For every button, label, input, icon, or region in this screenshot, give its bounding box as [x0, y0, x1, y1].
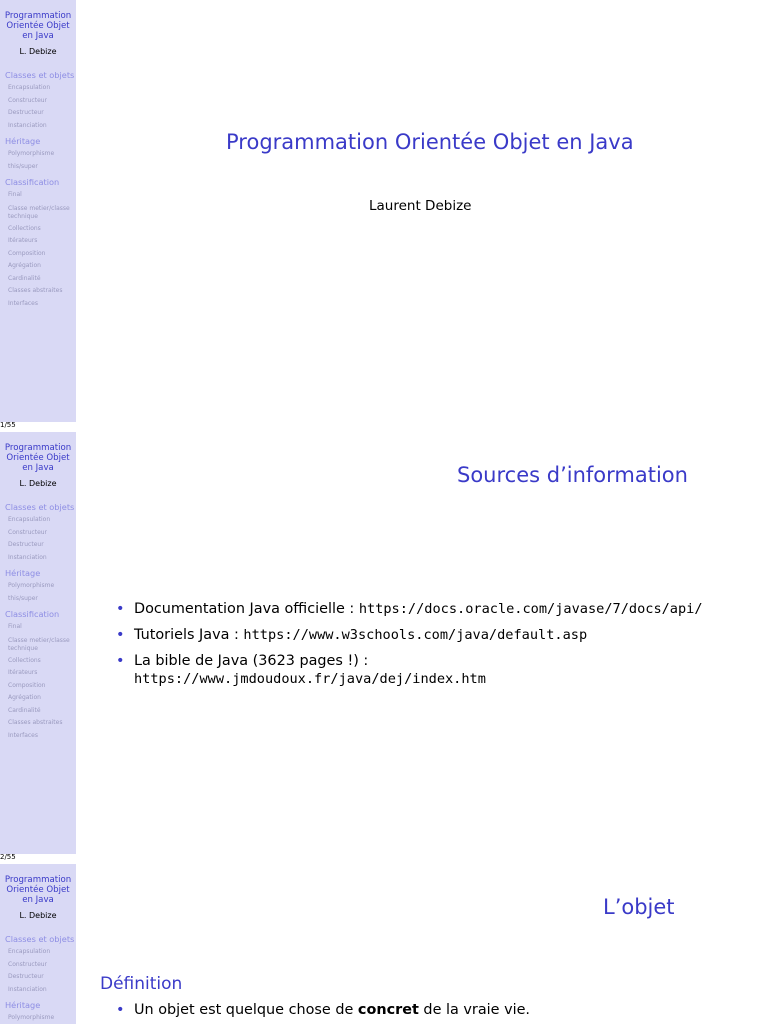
sidebar-section-classification[interactable]: Classification	[5, 177, 60, 187]
sidebar-section-heritage[interactable]: Héritage	[5, 1000, 41, 1010]
sidebar-item-collections[interactable]: Collections	[8, 656, 41, 664]
page-number: 1/55	[0, 421, 16, 429]
url-link[interactable]: https://www.w3schools.com/java/default.asp	[243, 627, 588, 643]
sidebar-item-interfaces[interactable]: Interfaces	[8, 731, 38, 739]
sidebar-item-classes-abstraites[interactable]: Classes abstraites	[8, 719, 63, 726]
sidebar-item-constructeur[interactable]: Constructeur	[8, 96, 48, 104]
sidebar-item-polymorphisme[interactable]: Polymorphisme	[8, 150, 55, 157]
sidebar-item-constructeur[interactable]: Constructeur	[8, 528, 48, 536]
presentation-title: Programmation Orientée Objet en Java	[226, 130, 634, 154]
list-item	[116, 652, 703, 688]
sidebar-item-iterateurs[interactable]: Itérateurs	[8, 669, 38, 676]
sidebar-section-classes[interactable]: Classes et objets	[5, 934, 75, 944]
bullet-dot-icon: •	[116, 627, 125, 643]
frame-title: Sources d’information	[457, 463, 688, 487]
sidebar-item-destructeur[interactable]: Destructeur	[8, 541, 44, 548]
sidebar	[0, 432, 76, 854]
slide-3	[0, 864, 768, 1024]
sidebar-item-composition[interactable]: Composition	[8, 249, 46, 257]
frame-title: L’objet	[603, 895, 675, 919]
sidebar-title[interactable]: Programmation Orientée Objet en Java	[4, 443, 72, 473]
sidebar-section-classification[interactable]: Classification	[5, 609, 60, 619]
sidebar-item-classe-metier[interactable]: Classe metier/classe technique	[8, 204, 70, 220]
sidebar-item-agregation[interactable]: Agrégation	[8, 694, 41, 701]
sidebar-title[interactable]: Programmation Orientée Objet en Java	[4, 11, 72, 41]
sidebar-item-classes-abstraites[interactable]: Classes abstraites	[8, 287, 63, 294]
sidebar-author: L. Debize	[19, 47, 57, 56]
sidebar-item-cardinalite[interactable]: Cardinalité	[8, 274, 41, 282]
sidebar-author: L. Debize	[19, 479, 57, 488]
sidebar-item-iterateurs[interactable]: Itérateurs	[8, 237, 38, 244]
slide-2	[0, 432, 768, 864]
sidebar-sections	[0, 70, 76, 310]
presentation-author: Laurent Debize	[369, 198, 472, 214]
sidebar-item-encapsulation[interactable]: Encapsulation	[8, 948, 51, 955]
sidebar-item-destructeur[interactable]: Destructeur	[8, 109, 44, 116]
sidebar-author: L. Debize	[19, 911, 57, 920]
block-title: Définition	[100, 974, 183, 994]
item-text-bold: concret	[357, 1002, 419, 1018]
list-item	[116, 600, 703, 618]
list-item	[116, 1001, 530, 1019]
sidebar-item-encapsulation[interactable]: Encapsulation	[8, 84, 51, 91]
sidebar-item-instanciation[interactable]: Instanciation	[8, 553, 47, 561]
sidebar-item-agregation[interactable]: Agrégation	[8, 262, 41, 269]
item-text: Documentation Java officielle :	[134, 601, 359, 617]
sidebar-item-instanciation[interactable]: Instanciation	[8, 985, 47, 993]
sidebar-item-instanciation[interactable]: Instanciation	[8, 121, 47, 129]
sidebar-item-polymorphisme[interactable]: Polymorphisme	[8, 1014, 55, 1021]
sidebar-item-encapsulation[interactable]: Encapsulation	[8, 516, 51, 523]
sidebar-item-cardinalite[interactable]: Cardinalité	[8, 706, 41, 714]
page-number: 2/55	[0, 853, 16, 861]
url-link[interactable]: https://www.jmdoudoux.fr/java/dej/index.htm	[134, 671, 486, 687]
sidebar-item-final[interactable]: Final	[8, 191, 22, 198]
sidebar-item-classe-metier[interactable]: Classe metier/classe technique	[8, 636, 70, 652]
sidebar-item-polymorphisme[interactable]: Polymorphisme	[8, 582, 55, 589]
sidebar-section-heritage[interactable]: Héritage	[5, 568, 41, 578]
sidebar-item-interfaces[interactable]: Interfaces	[8, 299, 38, 307]
definition-list	[116, 1001, 530, 1024]
slide-1	[0, 0, 768, 432]
sidebar-title[interactable]: Programmation Orientée Objet en Java	[4, 875, 72, 905]
sidebar-item-composition[interactable]: Composition	[8, 681, 46, 689]
sources-list	[116, 600, 703, 696]
sidebar-item-constructeur[interactable]: Constructeur	[8, 960, 48, 968]
item-text-before: Un objet est quelque chose de	[134, 1002, 358, 1018]
sidebar	[0, 0, 76, 422]
sidebar-sections	[0, 502, 76, 742]
item-text: La bible de Java (3623 pages !) :	[134, 653, 369, 669]
item-text-after: de la vraie vie.	[418, 1002, 531, 1018]
sidebar-sections	[0, 934, 76, 1024]
bullet-dot-icon: •	[116, 653, 125, 669]
sidebar	[0, 864, 76, 1024]
sidebar-item-collections[interactable]: Collections	[8, 224, 41, 232]
sidebar-item-this-super[interactable]: this/super	[8, 594, 38, 602]
bullet-dot-icon: •	[116, 601, 125, 617]
sidebar-section-classes[interactable]: Classes et objets	[5, 502, 75, 512]
list-item	[116, 626, 703, 644]
sidebar-item-this-super[interactable]: this/super	[8, 162, 38, 170]
sidebar-section-classes[interactable]: Classes et objets	[5, 70, 75, 80]
sidebar-item-final[interactable]: Final	[8, 623, 22, 630]
sidebar-item-destructeur[interactable]: Destructeur	[8, 973, 44, 980]
sidebar-section-heritage[interactable]: Héritage	[5, 136, 41, 146]
item-text: Tutoriels Java :	[134, 627, 244, 643]
url-link[interactable]: https://docs.oracle.com/javase/7/docs/api/	[358, 601, 703, 617]
bullet-dot-icon: •	[116, 1002, 125, 1018]
